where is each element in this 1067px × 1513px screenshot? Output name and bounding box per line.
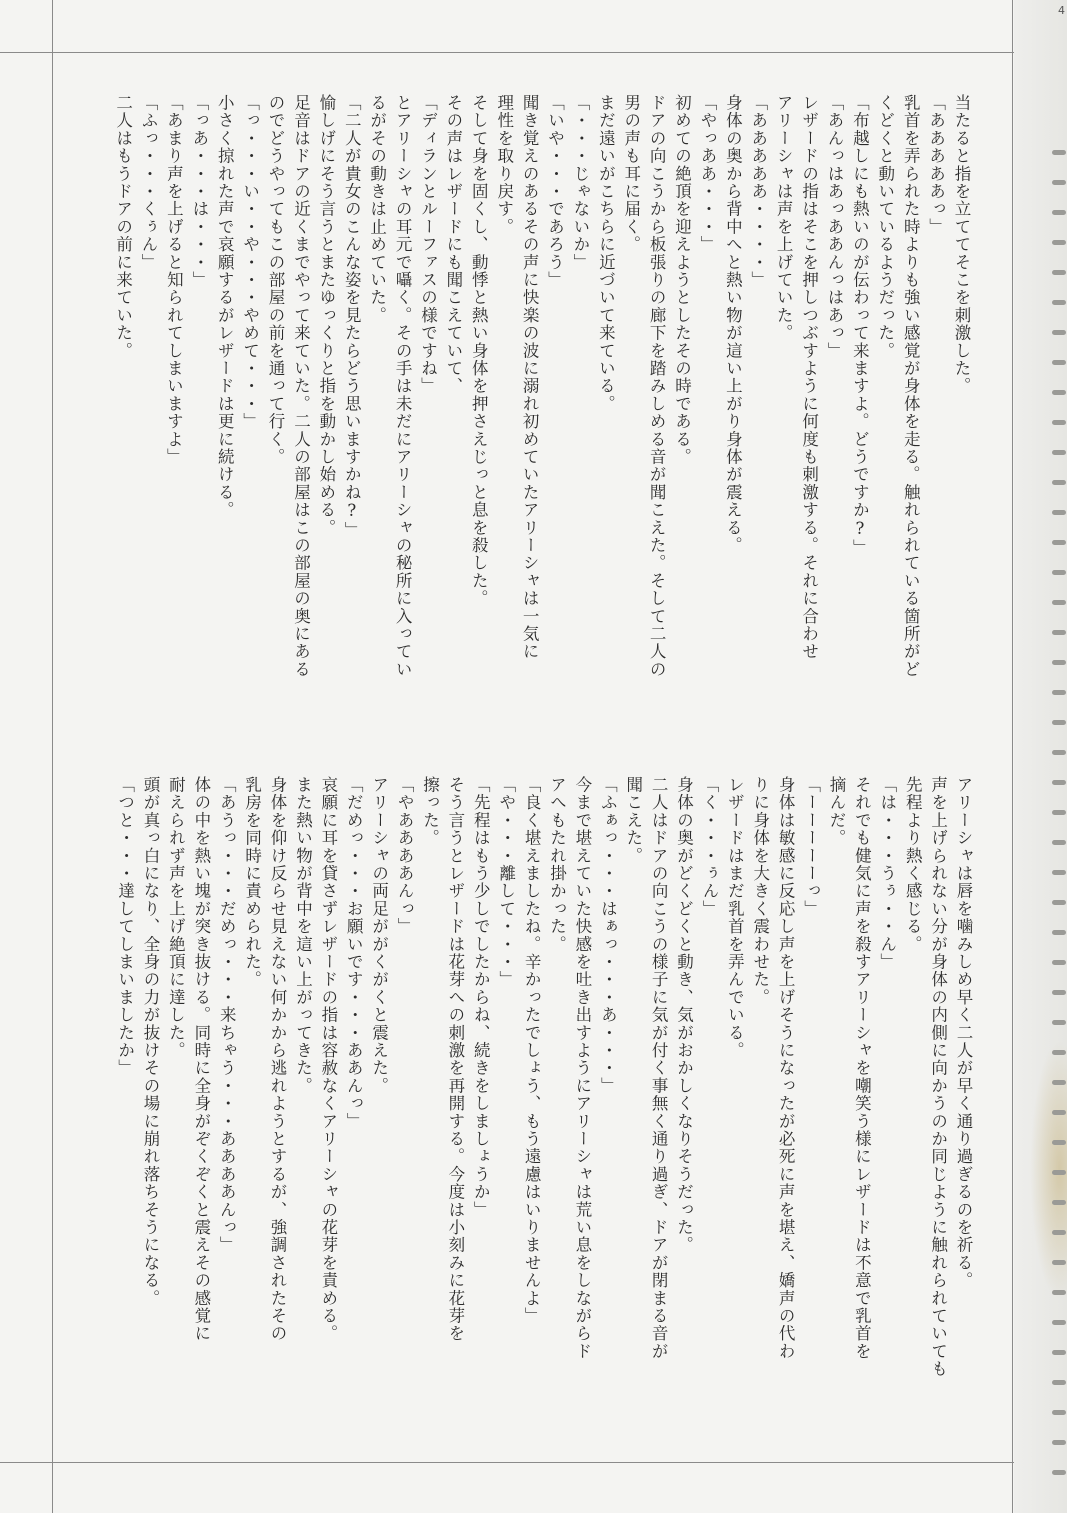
text-line: また熱い物が背中を這い上がってきた。	[293, 776, 313, 1095]
bottom-rule	[0, 1462, 1067, 1463]
binding-hole	[1052, 450, 1066, 455]
text-line: 二人はもうドアの前に来ていた。	[113, 94, 133, 360]
text-line: 「・・・じゃないか」	[570, 94, 590, 271]
text-block-bottom	[100, 776, 976, 1436]
binding-hole	[1052, 510, 1066, 515]
binding-hole	[1052, 990, 1066, 995]
text-line: アリーシャは唇を噛みしめ早く二人が早く通り過ぎるのを祈る。	[954, 776, 973, 1290]
binding-hole	[1052, 870, 1066, 875]
text-line: のでどうやってもこの部屋の前を通って行く。	[266, 94, 286, 466]
binding-hole	[1052, 300, 1066, 305]
text-line: 聞こえた。	[623, 776, 643, 865]
text-line: 足音はドアの近くまでやって来ていた。二人の部屋はこの部屋の奥にある	[291, 94, 311, 679]
text-line: 耐えられず声を上げ絶頂に達した。	[166, 776, 186, 1060]
text-line: 乳房を同時に責められた。	[242, 776, 262, 989]
text-line: 擦った。	[420, 776, 440, 847]
binding-hole	[1052, 630, 1066, 635]
binding-hole	[1052, 480, 1066, 485]
binding-hole	[1052, 1380, 1066, 1385]
text-line: 乳首を弄られた時よりも強い感覚が身体を走る。触れられている箇所がど	[901, 94, 921, 679]
text-line: 小さく掠れた声で哀願するがレザードは更に続ける。	[215, 94, 235, 519]
text-line: 聞き覚えのあるその声に快楽の波に溺れ初めていたアリーシャは一気に	[520, 94, 540, 661]
binding-hole	[1052, 1320, 1066, 1325]
binding-hole	[1052, 540, 1066, 545]
text-line: 「ふぁっ・・・はぁっ・・・あ・・・」	[598, 776, 618, 1095]
text-line: 「あああああ・・・・」	[748, 94, 768, 289]
text-line: アリーシャの両足ががくがくと震えた。	[369, 776, 389, 1095]
binding-hole	[1052, 1200, 1066, 1205]
text-line: 「ーーーーーっ」	[801, 776, 821, 918]
binding-hole	[1052, 150, 1066, 155]
binding-hole	[1052, 1260, 1066, 1265]
text-line: そして身を固くし、動悸と熱い身体を押さえじっと息を殺した。	[469, 94, 489, 608]
text-line: アリーシャは声を上げていた。	[774, 94, 794, 342]
binding-hole	[1052, 1140, 1066, 1145]
binding-hole	[1052, 960, 1066, 965]
text-line: 「つと・・・達してしまいましたか」	[115, 776, 135, 1077]
text-line: 「ふっ・・・くぅん」	[139, 94, 158, 271]
binding-hole	[1052, 240, 1066, 245]
text-block-top	[84, 94, 974, 754]
binding-hole	[1052, 900, 1066, 905]
binding-hole	[1052, 840, 1066, 845]
binding-hole	[1052, 750, 1066, 755]
text-line: 「先程はもう少しでしたからね、続きをしましょうか」	[471, 776, 491, 1219]
binding-hole	[1052, 570, 1066, 575]
text-line: それでも健気に声を殺すアリーシャを嘲笑う様にレザードは不意で乳首を	[852, 776, 872, 1361]
text-line: 初めての絶頂を迎えようとしたその時である。	[672, 94, 692, 466]
binding-hole	[1052, 600, 1066, 605]
binding-hole	[1052, 1440, 1066, 1445]
binding-hole	[1052, 690, 1066, 695]
binding-hole	[1052, 660, 1066, 665]
text-line: 「いや・・・であろう」	[545, 94, 565, 289]
text-line: りに身体を大きく震わせた。	[750, 776, 770, 1007]
binding-hole	[1052, 270, 1066, 275]
text-line: 今まで堪えていた快感を吐き出すようにアリーシャは荒い息をしながらド	[572, 776, 592, 1361]
binding-hole	[1052, 1020, 1066, 1025]
text-line: 「は・・・うぅ・・ん」	[877, 776, 897, 971]
binding-hole	[1052, 1080, 1066, 1085]
binding-hole	[1052, 1050, 1066, 1055]
text-line: 「っ・・・い・・や・・・やめて・・・」	[240, 94, 260, 431]
text-line: 「やああああんっ」	[395, 776, 415, 936]
text-line: そう言うとレザードは花芽への刺激を再開する。今度は小刻みに花芽を	[445, 776, 465, 1343]
top-rule	[0, 52, 1067, 53]
binding-hole	[1052, 390, 1066, 395]
text-line: 「良く堪えましたね。辛かったでしょう、もう遠慮はいりませんよ」	[522, 776, 542, 1325]
text-line: アへもたれ掛かった。	[547, 776, 567, 953]
text-line: くどくと動いているようだった。	[875, 94, 895, 360]
text-line: 愉しげにそう言うとまたゆっくりと指を動かし始める。	[316, 94, 336, 537]
text-line: 声を上げられない分が身体の内側に向かうのか同じように触れられていても	[928, 776, 948, 1378]
text-line: 体の中を熱い塊が突き抜ける。同時に全身がぞくぞくと震えその感覚に	[191, 776, 211, 1343]
text-line: 当たると指を立ててそこを刺激した。	[952, 94, 971, 395]
binding-hole	[1052, 780, 1066, 785]
text-line: まだ遠いがこちらに近づいて来ている。	[596, 94, 616, 413]
text-line: 「ディランとルーファスの様ですね」	[418, 94, 438, 395]
text-line: 「あうっ・・・だめっ・・・来ちゃう・・・ああああんっ」	[217, 776, 237, 1254]
left-margin-line	[52, 0, 53, 1513]
text-line: 先程より熱く感じる。	[903, 776, 923, 953]
text-line: 「二人が貴女のこんな姿を見たらどう思いますかね?」	[342, 94, 362, 539]
text-line: 「布越しにも熱いのが伝わって来ますよ。どうですか?」	[850, 94, 870, 557]
text-line: 頭が真っ白になり、全身の力が抜けその場に崩れ落ちそうになる。	[141, 776, 160, 1307]
binding-hole	[1052, 1110, 1066, 1115]
text-line: レザードはまだ乳首を弄んでいる。	[725, 776, 745, 1060]
binding-hole	[1052, 330, 1066, 335]
binding-hole	[1052, 360, 1066, 365]
text-line: 「や・・・離して・・・」	[496, 776, 516, 989]
right-margin-line	[1012, 0, 1013, 1513]
text-line: 二人はドアの向こうの様子に気が付く事無く通り過ぎ、ドアが閉まる音が	[649, 776, 669, 1361]
text-line: 哀願に耳を貸さずレザードの指は容赦なくアリーシャの花芽を責める。	[318, 776, 338, 1343]
binding-hole	[1052, 420, 1066, 425]
text-line: 「あまり声を上げると知られてしまいますよ」	[164, 94, 184, 466]
text-line: 理性を取り戻す。	[494, 94, 514, 236]
text-line: レザードの指はそこを押しつぶすように何度も刺激する。それに合わせ	[799, 94, 819, 661]
text-line: 男の声も耳に届く。	[621, 94, 641, 254]
binding-hole	[1052, 930, 1066, 935]
text-line: 身体を仰け反らせ見えない何かから逃れようとするが、強調されたその	[268, 776, 288, 1343]
binding-hole	[1052, 210, 1066, 215]
binding-hole	[1052, 810, 1066, 815]
binding-hole	[1052, 1290, 1066, 1295]
text-line: 「あんっはあっああんっはあっ」	[824, 94, 844, 360]
text-line: 身体は敏感に反応し声を上げそうになったが必死に声を堪え、嬌声の代わ	[776, 776, 796, 1361]
page-number: 4	[1058, 4, 1065, 17]
text-line: ドアの向こうから板張りの廊下を踏みしめる音が聞こえた。そして二人の	[647, 94, 667, 679]
text-line: 身体の奥から背中へと熱い物が這い上がり身体が震える。	[723, 94, 743, 555]
text-line: とアリーシャの耳元で囁く。その手は未だにアリーシャの秘所に入ってい	[393, 94, 413, 679]
text-line: 「く・・・ぅん」	[699, 776, 719, 918]
text-line: その声はレザードにも聞こえていて、	[443, 94, 463, 395]
binding-hole	[1052, 1230, 1066, 1235]
text-line: 身体の奥がどくどくと動き、気がおかしくなりそうだった。	[674, 776, 694, 1254]
text-line: 摘んだ。	[826, 776, 846, 847]
binding-hole	[1052, 1470, 1066, 1475]
binding-hole	[1052, 720, 1066, 725]
text-line: るがその動きは止めていた。	[367, 94, 387, 325]
binding-hole	[1052, 1170, 1066, 1175]
binding-hole	[1052, 1410, 1066, 1415]
text-line: 「っあ・・・は・・・」	[189, 94, 209, 289]
binding-hole	[1052, 1350, 1066, 1355]
binding-hole	[1052, 180, 1066, 185]
text-line: 「あああああっ」	[926, 94, 946, 236]
text-line: 「だめっ・・・お願いです・・・ああんっ」	[344, 776, 364, 1130]
text-line: 「やっああ・・・」	[697, 94, 717, 254]
